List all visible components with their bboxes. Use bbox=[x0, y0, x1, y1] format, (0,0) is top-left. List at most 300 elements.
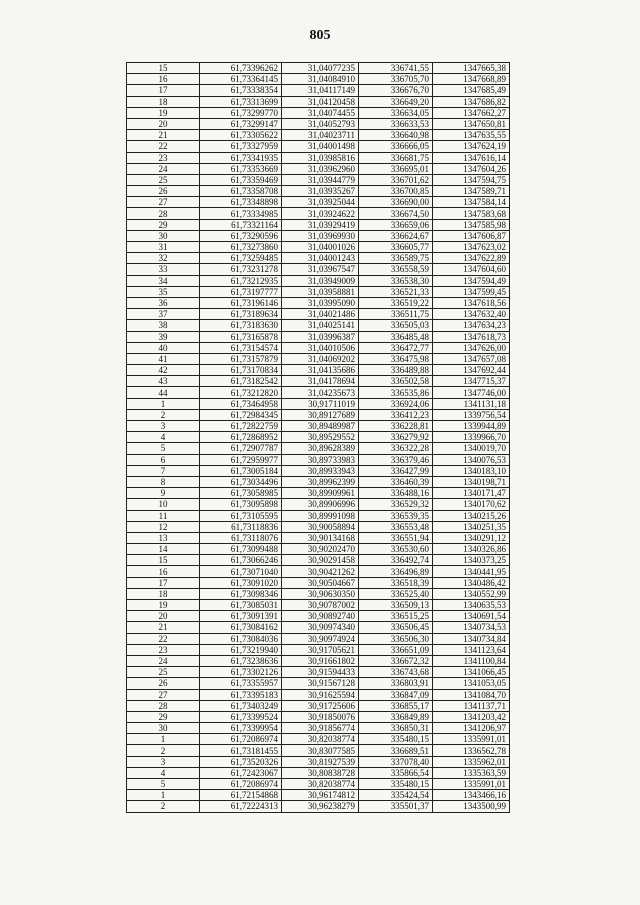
longitude-cell: 30,96174812 bbox=[282, 790, 359, 801]
coord-y-cell: 1340291,12 bbox=[433, 532, 510, 543]
point-number-cell: 4 bbox=[127, 767, 200, 778]
table-row bbox=[127, 499, 510, 510]
coord-x-cell: 336676,70 bbox=[359, 85, 433, 96]
coord-x-cell: 335480,15 bbox=[359, 734, 433, 745]
coord-x-cell: 336849,89 bbox=[359, 711, 433, 722]
coord-y-cell: 1347623,02 bbox=[433, 242, 510, 253]
point-number-cell: 21 bbox=[127, 130, 200, 141]
longitude-cell: 30,89127689 bbox=[282, 409, 359, 420]
table-row bbox=[127, 174, 510, 185]
point-number-cell: 2 bbox=[127, 409, 200, 420]
longitude-cell: 30,90421262 bbox=[282, 566, 359, 577]
longitude-cell: 31,03929419 bbox=[282, 219, 359, 230]
longitude-cell: 31,03949009 bbox=[282, 275, 359, 286]
longitude-cell: 30,89909961 bbox=[282, 488, 359, 499]
longitude-cell: 31,04021486 bbox=[282, 309, 359, 320]
longitude-cell: 31,03944779 bbox=[282, 174, 359, 185]
point-number-cell: 35 bbox=[127, 286, 200, 297]
coord-x-cell: 336695,01 bbox=[359, 163, 433, 174]
coord-y-cell: 1335991,01 bbox=[433, 734, 510, 745]
longitude-cell: 30,91725606 bbox=[282, 700, 359, 711]
longitude-cell: 30,91856774 bbox=[282, 723, 359, 734]
table-row bbox=[127, 242, 510, 253]
latitude-cell: 61,73231278 bbox=[200, 264, 282, 275]
longitude-cell: 30,81927539 bbox=[282, 756, 359, 767]
latitude-cell: 61,72423067 bbox=[200, 767, 282, 778]
longitude-cell: 30,96238279 bbox=[282, 801, 359, 812]
latitude-cell: 61,73071040 bbox=[200, 566, 282, 577]
table-row bbox=[127, 130, 510, 141]
longitude-cell: 31,03925044 bbox=[282, 197, 359, 208]
latitude-cell: 61,73098346 bbox=[200, 588, 282, 599]
longitude-cell: 31,04010506 bbox=[282, 342, 359, 353]
coordinates-table bbox=[126, 62, 510, 813]
longitude-cell: 31,04120458 bbox=[282, 96, 359, 107]
table-row bbox=[127, 275, 510, 286]
coord-x-cell: 335424,54 bbox=[359, 790, 433, 801]
table-row bbox=[127, 633, 510, 644]
coord-y-cell: 1347599,45 bbox=[433, 286, 510, 297]
longitude-cell: 30,91661802 bbox=[282, 655, 359, 666]
latitude-cell: 61,73259485 bbox=[200, 253, 282, 264]
table-row bbox=[127, 85, 510, 96]
latitude-cell: 61,73181455 bbox=[200, 745, 282, 756]
longitude-cell: 30,91711019 bbox=[282, 398, 359, 409]
point-number-cell: 43 bbox=[127, 376, 200, 387]
table-row bbox=[127, 387, 510, 398]
point-number-cell: 19 bbox=[127, 107, 200, 118]
point-number-cell: 30 bbox=[127, 723, 200, 734]
latitude-cell: 61,73084162 bbox=[200, 622, 282, 633]
table-row bbox=[127, 465, 510, 476]
coord-y-cell: 1340373,25 bbox=[433, 555, 510, 566]
page-number: 805 bbox=[309, 28, 331, 43]
table-row bbox=[127, 566, 510, 577]
point-number-cell: 27 bbox=[127, 197, 200, 208]
table-row bbox=[127, 152, 510, 163]
point-number-cell: 29 bbox=[127, 711, 200, 722]
latitude-cell: 61,73327959 bbox=[200, 141, 282, 152]
coord-y-cell: 1347686,82 bbox=[433, 96, 510, 107]
point-number-cell: 8 bbox=[127, 476, 200, 487]
longitude-cell: 30,91625594 bbox=[282, 689, 359, 700]
table-row bbox=[127, 600, 510, 611]
coord-x-cell: 336689,51 bbox=[359, 745, 433, 756]
coord-y-cell: 1339944,89 bbox=[433, 421, 510, 432]
point-number-cell: 42 bbox=[127, 365, 200, 376]
latitude-cell: 61,73341935 bbox=[200, 152, 282, 163]
coord-x-cell: 336659,06 bbox=[359, 219, 433, 230]
latitude-cell: 61,72822759 bbox=[200, 421, 282, 432]
coord-y-cell: 1340170,62 bbox=[433, 499, 510, 510]
table-row bbox=[127, 689, 510, 700]
longitude-cell: 30,90787002 bbox=[282, 600, 359, 611]
longitude-cell: 30,90504667 bbox=[282, 577, 359, 588]
coord-x-cell: 336412,23 bbox=[359, 409, 433, 420]
latitude-cell: 61,73219940 bbox=[200, 644, 282, 655]
coord-y-cell: 1335363,59 bbox=[433, 767, 510, 778]
latitude-cell: 61,73189634 bbox=[200, 309, 282, 320]
longitude-cell: 31,04135686 bbox=[282, 365, 359, 376]
coord-x-cell: 337078,40 bbox=[359, 756, 433, 767]
table-row bbox=[127, 779, 510, 790]
point-number-cell: 15 bbox=[127, 555, 200, 566]
coord-x-cell: 336511,75 bbox=[359, 309, 433, 320]
longitude-cell: 30,91705621 bbox=[282, 644, 359, 655]
point-number-cell: 17 bbox=[127, 85, 200, 96]
point-number-cell: 12 bbox=[127, 521, 200, 532]
longitude-cell: 30,82038774 bbox=[282, 734, 359, 745]
coord-y-cell: 1347616,14 bbox=[433, 152, 510, 163]
coord-x-cell: 336558,59 bbox=[359, 264, 433, 275]
latitude-cell: 61,73348898 bbox=[200, 197, 282, 208]
coord-y-cell: 1341137,71 bbox=[433, 700, 510, 711]
point-number-cell: 4 bbox=[127, 432, 200, 443]
latitude-cell: 61,73095898 bbox=[200, 499, 282, 510]
table-row bbox=[127, 96, 510, 107]
table-row bbox=[127, 734, 510, 745]
longitude-cell: 30,90202470 bbox=[282, 544, 359, 555]
point-number-cell: 20 bbox=[127, 611, 200, 622]
coord-y-cell: 1347584,14 bbox=[433, 197, 510, 208]
longitude-cell: 30,89489987 bbox=[282, 421, 359, 432]
latitude-cell: 61,73399954 bbox=[200, 723, 282, 734]
latitude-cell: 61,73273860 bbox=[200, 242, 282, 253]
point-number-cell: 25 bbox=[127, 174, 200, 185]
latitude-cell: 61,73355957 bbox=[200, 678, 282, 689]
coord-y-cell: 1347606,87 bbox=[433, 230, 510, 241]
table-row bbox=[127, 409, 510, 420]
latitude-cell: 61,73091020 bbox=[200, 577, 282, 588]
latitude-cell: 61,73118836 bbox=[200, 521, 282, 532]
latitude-cell: 61,73338354 bbox=[200, 85, 282, 96]
point-number-cell: 22 bbox=[127, 141, 200, 152]
latitude-cell: 61,72086974 bbox=[200, 734, 282, 745]
latitude-cell: 61,73091391 bbox=[200, 611, 282, 622]
coord-y-cell: 1340691,54 bbox=[433, 611, 510, 622]
longitude-cell: 31,03924622 bbox=[282, 208, 359, 219]
point-number-cell: 19 bbox=[127, 600, 200, 611]
coord-y-cell: 1347657,08 bbox=[433, 353, 510, 364]
latitude-cell: 61,73105595 bbox=[200, 510, 282, 521]
latitude-cell: 61,72224313 bbox=[200, 801, 282, 812]
table-row bbox=[127, 655, 510, 666]
coord-x-cell: 336379,46 bbox=[359, 454, 433, 465]
coord-x-cell: 336472,77 bbox=[359, 342, 433, 353]
point-number-cell: 24 bbox=[127, 163, 200, 174]
longitude-cell: 30,90974924 bbox=[282, 633, 359, 644]
coord-y-cell: 1347662,27 bbox=[433, 107, 510, 118]
table-row bbox=[127, 331, 510, 342]
coord-x-cell: 336850,31 bbox=[359, 723, 433, 734]
table-row bbox=[127, 432, 510, 443]
coord-x-cell: 336690,00 bbox=[359, 197, 433, 208]
latitude-cell: 61,73183630 bbox=[200, 320, 282, 331]
coord-x-cell: 336705,70 bbox=[359, 74, 433, 85]
table-row bbox=[127, 63, 510, 74]
coord-x-cell: 336506,45 bbox=[359, 622, 433, 633]
table-row bbox=[127, 521, 510, 532]
point-number-cell: 27 bbox=[127, 689, 200, 700]
coord-x-cell: 336701,62 bbox=[359, 174, 433, 185]
coord-y-cell: 1343500,99 bbox=[433, 801, 510, 812]
latitude-cell: 61,73165878 bbox=[200, 331, 282, 342]
point-number-cell: 23 bbox=[127, 152, 200, 163]
longitude-cell: 30,89991098 bbox=[282, 510, 359, 521]
coord-x-cell: 336485,48 bbox=[359, 331, 433, 342]
latitude-cell: 61,73154574 bbox=[200, 342, 282, 353]
point-number-cell: 15 bbox=[127, 63, 200, 74]
coord-y-cell: 1347594,75 bbox=[433, 174, 510, 185]
longitude-cell: 31,04084910 bbox=[282, 74, 359, 85]
latitude-cell: 61,73034496 bbox=[200, 476, 282, 487]
coord-y-cell: 1340326,86 bbox=[433, 544, 510, 555]
table-row bbox=[127, 667, 510, 678]
coord-x-cell: 336666,05 bbox=[359, 141, 433, 152]
longitude-cell: 31,03995090 bbox=[282, 297, 359, 308]
latitude-cell: 61,73403249 bbox=[200, 700, 282, 711]
latitude-cell: 61,73197777 bbox=[200, 286, 282, 297]
point-number-cell: 9 bbox=[127, 488, 200, 499]
coord-x-cell: 336633,53 bbox=[359, 118, 433, 129]
latitude-cell: 61,73005184 bbox=[200, 465, 282, 476]
point-number-cell: 20 bbox=[127, 118, 200, 129]
coord-x-cell: 336743,68 bbox=[359, 667, 433, 678]
latitude-cell: 61,73212820 bbox=[200, 387, 282, 398]
longitude-cell: 31,04077235 bbox=[282, 63, 359, 74]
point-number-cell: 38 bbox=[127, 320, 200, 331]
point-number-cell: 2 bbox=[127, 745, 200, 756]
table-row bbox=[127, 309, 510, 320]
latitude-cell: 61,73157879 bbox=[200, 353, 282, 364]
coord-x-cell: 336525,40 bbox=[359, 588, 433, 599]
coord-y-cell: 1340183,10 bbox=[433, 465, 510, 476]
coord-y-cell: 1340441,95 bbox=[433, 566, 510, 577]
coord-y-cell: 1341206,97 bbox=[433, 723, 510, 734]
longitude-cell: 31,03969930 bbox=[282, 230, 359, 241]
coord-y-cell: 1347746,00 bbox=[433, 387, 510, 398]
table-row bbox=[127, 342, 510, 353]
point-number-cell: 13 bbox=[127, 532, 200, 543]
coord-x-cell: 336509,13 bbox=[359, 600, 433, 611]
longitude-cell: 30,89628389 bbox=[282, 443, 359, 454]
longitude-cell: 30,90058894 bbox=[282, 521, 359, 532]
point-number-cell: 2 bbox=[127, 801, 200, 812]
coord-y-cell: 1340486,42 bbox=[433, 577, 510, 588]
latitude-cell: 61,73058985 bbox=[200, 488, 282, 499]
longitude-cell: 31,04001498 bbox=[282, 141, 359, 152]
longitude-cell: 31,04117149 bbox=[282, 85, 359, 96]
longitude-cell: 31,04001243 bbox=[282, 253, 359, 264]
table-row bbox=[127, 644, 510, 655]
coord-x-cell: 336496,89 bbox=[359, 566, 433, 577]
table-row bbox=[127, 365, 510, 376]
point-number-cell: 18 bbox=[127, 588, 200, 599]
coord-x-cell: 336640,98 bbox=[359, 130, 433, 141]
point-number-cell: 22 bbox=[127, 633, 200, 644]
longitude-cell: 30,89906996 bbox=[282, 499, 359, 510]
coord-y-cell: 1341084,70 bbox=[433, 689, 510, 700]
point-number-cell: 1 bbox=[127, 398, 200, 409]
coord-x-cell: 336700,85 bbox=[359, 186, 433, 197]
coord-y-cell: 1341203,42 bbox=[433, 711, 510, 722]
coord-x-cell: 336539,35 bbox=[359, 510, 433, 521]
table-row bbox=[127, 107, 510, 118]
coord-x-cell: 336674,50 bbox=[359, 208, 433, 219]
coord-y-cell: 1340552,99 bbox=[433, 588, 510, 599]
longitude-cell: 30,91567128 bbox=[282, 678, 359, 689]
latitude-cell: 61,73396262 bbox=[200, 63, 282, 74]
coord-y-cell: 1347668,89 bbox=[433, 74, 510, 85]
coord-x-cell: 336589,75 bbox=[359, 253, 433, 264]
table-row bbox=[127, 163, 510, 174]
latitude-cell: 61,73305622 bbox=[200, 130, 282, 141]
coord-x-cell: 336535,86 bbox=[359, 387, 433, 398]
latitude-cell: 61,73302126 bbox=[200, 667, 282, 678]
point-number-cell: 14 bbox=[127, 544, 200, 555]
point-number-cell: 31 bbox=[127, 242, 200, 253]
longitude-cell: 31,03996387 bbox=[282, 331, 359, 342]
coord-x-cell: 336672,32 bbox=[359, 655, 433, 666]
longitude-cell: 31,03958881 bbox=[282, 286, 359, 297]
latitude-cell: 61,73321164 bbox=[200, 219, 282, 230]
table-row bbox=[127, 353, 510, 364]
table-row bbox=[127, 454, 510, 465]
coord-y-cell: 1347594,49 bbox=[433, 275, 510, 286]
coord-y-cell: 1341131,18 bbox=[433, 398, 510, 409]
table-row bbox=[127, 208, 510, 219]
latitude-cell: 61,73464958 bbox=[200, 398, 282, 409]
coord-y-cell: 1341066,45 bbox=[433, 667, 510, 678]
coord-y-cell: 1347589,71 bbox=[433, 186, 510, 197]
table-row bbox=[127, 555, 510, 566]
longitude-cell: 30,90974340 bbox=[282, 622, 359, 633]
coord-x-cell: 336681,75 bbox=[359, 152, 433, 163]
table-row bbox=[127, 476, 510, 487]
coord-y-cell: 1347604,26 bbox=[433, 163, 510, 174]
point-number-cell: 41 bbox=[127, 353, 200, 364]
point-number-cell: 44 bbox=[127, 387, 200, 398]
coord-x-cell: 336505,03 bbox=[359, 320, 433, 331]
point-number-cell: 16 bbox=[127, 566, 200, 577]
coord-y-cell: 1347665,38 bbox=[433, 63, 510, 74]
table-row bbox=[127, 544, 510, 555]
coord-y-cell: 1336562,78 bbox=[433, 745, 510, 756]
coord-y-cell: 1347715,37 bbox=[433, 376, 510, 387]
point-number-cell: 28 bbox=[127, 700, 200, 711]
coord-x-cell: 336529,32 bbox=[359, 499, 433, 510]
longitude-cell: 30,82038774 bbox=[282, 779, 359, 790]
coord-x-cell: 336427,99 bbox=[359, 465, 433, 476]
longitude-cell: 30,90630350 bbox=[282, 588, 359, 599]
coord-x-cell: 336279,92 bbox=[359, 432, 433, 443]
coord-x-cell: 336634,05 bbox=[359, 107, 433, 118]
table-row bbox=[127, 264, 510, 275]
point-number-cell: 32 bbox=[127, 253, 200, 264]
table-row bbox=[127, 790, 510, 801]
table-row bbox=[127, 421, 510, 432]
coord-x-cell: 336624,67 bbox=[359, 230, 433, 241]
latitude-cell: 61,72984345 bbox=[200, 409, 282, 420]
coord-x-cell: 336551,94 bbox=[359, 532, 433, 543]
coord-y-cell: 1340019,70 bbox=[433, 443, 510, 454]
point-number-cell: 23 bbox=[127, 644, 200, 655]
table-row bbox=[127, 711, 510, 722]
point-number-cell: 30 bbox=[127, 230, 200, 241]
latitude-cell: 61,73399524 bbox=[200, 711, 282, 722]
table-row bbox=[127, 588, 510, 599]
point-number-cell: 3 bbox=[127, 421, 200, 432]
point-number-cell: 37 bbox=[127, 309, 200, 320]
point-number-cell: 17 bbox=[127, 577, 200, 588]
coord-x-cell: 336489,88 bbox=[359, 365, 433, 376]
point-number-cell: 1 bbox=[127, 734, 200, 745]
coord-y-cell: 1339756,54 bbox=[433, 409, 510, 420]
coord-x-cell: 336492,74 bbox=[359, 555, 433, 566]
longitude-cell: 31,03935267 bbox=[282, 186, 359, 197]
coord-x-cell: 336475,98 bbox=[359, 353, 433, 364]
longitude-cell: 31,04001026 bbox=[282, 242, 359, 253]
table-row bbox=[127, 611, 510, 622]
point-number-cell: 3 bbox=[127, 756, 200, 767]
coord-y-cell: 1340076,53 bbox=[433, 454, 510, 465]
coord-y-cell: 1347618,73 bbox=[433, 331, 510, 342]
point-number-cell: 5 bbox=[127, 443, 200, 454]
latitude-cell: 61,73238636 bbox=[200, 655, 282, 666]
coord-x-cell: 336519,22 bbox=[359, 297, 433, 308]
coord-x-cell: 336530,60 bbox=[359, 544, 433, 555]
latitude-cell: 61,73353669 bbox=[200, 163, 282, 174]
table-row bbox=[127, 398, 510, 409]
table-row bbox=[127, 678, 510, 689]
table-row bbox=[127, 186, 510, 197]
coord-y-cell: 1347685,49 bbox=[433, 85, 510, 96]
point-number-cell: 39 bbox=[127, 331, 200, 342]
point-number-cell: 24 bbox=[127, 655, 200, 666]
table-row bbox=[127, 219, 510, 230]
coord-x-cell: 336460,39 bbox=[359, 476, 433, 487]
longitude-cell: 30,91850076 bbox=[282, 711, 359, 722]
coord-x-cell: 335480,15 bbox=[359, 779, 433, 790]
coord-x-cell: 336651,09 bbox=[359, 644, 433, 655]
table-row bbox=[127, 700, 510, 711]
table-row bbox=[127, 286, 510, 297]
coord-x-cell: 336228,81 bbox=[359, 421, 433, 432]
point-number-cell: 26 bbox=[127, 678, 200, 689]
point-number-cell: 28 bbox=[127, 208, 200, 219]
point-number-cell: 6 bbox=[127, 454, 200, 465]
table-row bbox=[127, 297, 510, 308]
longitude-cell: 30,89933943 bbox=[282, 465, 359, 476]
longitude-cell: 31,04052793 bbox=[282, 118, 359, 129]
point-number-cell: 26 bbox=[127, 186, 200, 197]
latitude-cell: 61,73299147 bbox=[200, 118, 282, 129]
latitude-cell: 61,73170834 bbox=[200, 365, 282, 376]
coord-y-cell: 1340198,71 bbox=[433, 476, 510, 487]
point-number-cell: 29 bbox=[127, 219, 200, 230]
coord-y-cell: 1335991,01 bbox=[433, 779, 510, 790]
coord-x-cell: 336855,17 bbox=[359, 700, 433, 711]
coord-y-cell: 1340251,35 bbox=[433, 521, 510, 532]
table-row bbox=[127, 510, 510, 521]
table-row bbox=[127, 622, 510, 633]
longitude-cell: 31,04074455 bbox=[282, 107, 359, 118]
coord-y-cell: 1347622,89 bbox=[433, 253, 510, 264]
coord-y-cell: 1340215,26 bbox=[433, 510, 510, 521]
coord-x-cell: 336538,30 bbox=[359, 275, 433, 286]
latitude-cell: 61,73196146 bbox=[200, 297, 282, 308]
coordinates-table-body bbox=[127, 63, 510, 813]
